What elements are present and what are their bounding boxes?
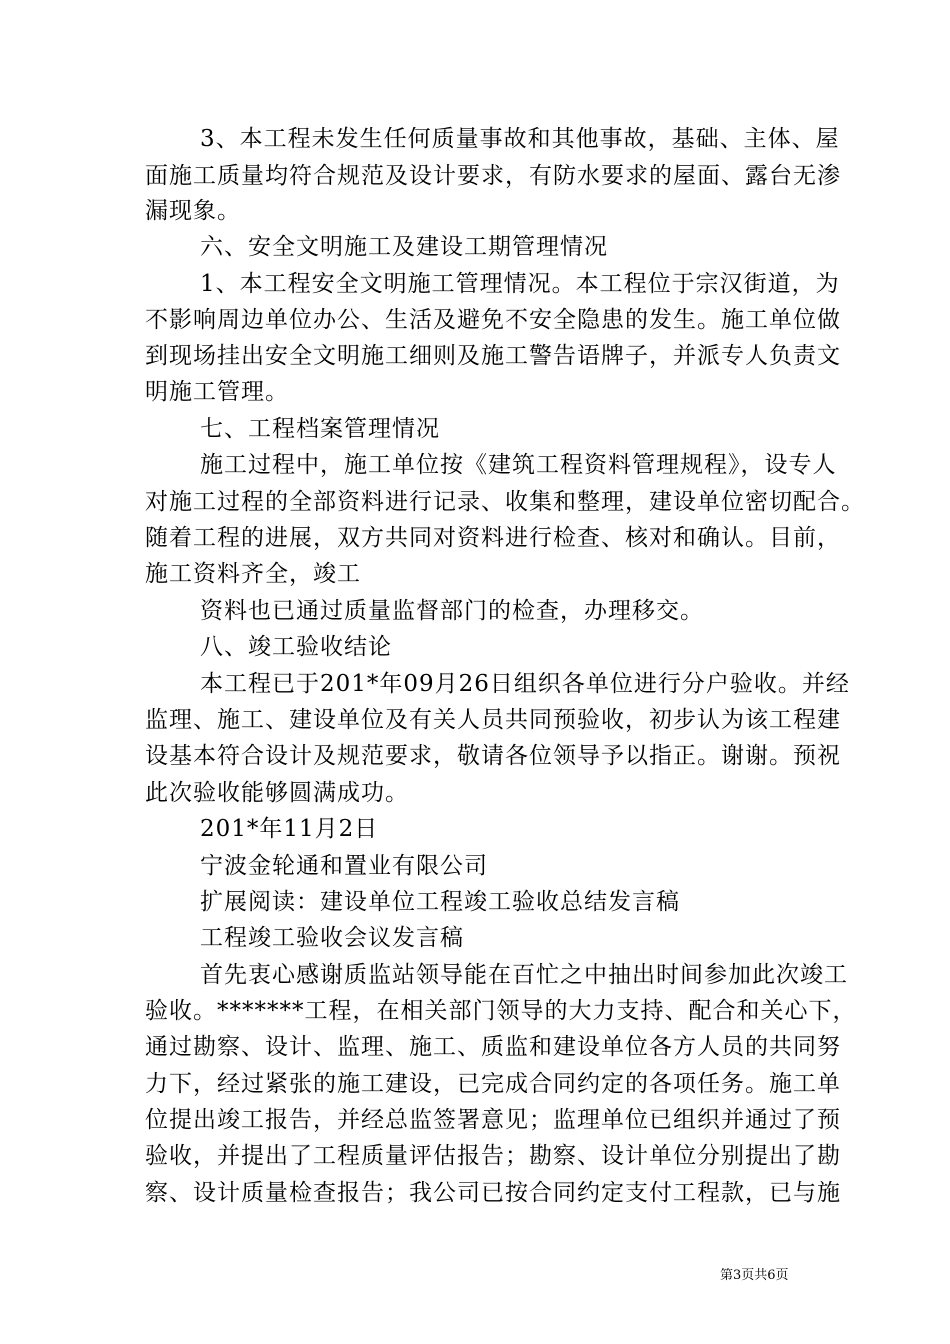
section-heading: 八、竣工验收结论: [200, 634, 392, 660]
section-heading: 七、工程档案管理情况: [200, 416, 440, 442]
paragraph-line: 监理、施工、建设单位及有关人员共同预验收，初步认为该工程建: [145, 707, 841, 733]
speech-title: 工程竣工验收会议发言稿: [200, 925, 464, 951]
paragraph-line: 对施工过程的全部资料进行记录、收集和整理，建设单位密切配合。: [145, 489, 865, 515]
paragraph-line: 验收，并提出了工程质量评估报告；勘察、设计单位分别提出了勘: [145, 1143, 841, 1169]
paragraph-line: 首先衷心感谢质监站领导能在百忙之中抽出时间参加此次竣工: [200, 962, 848, 988]
paragraph-line: 察、设计质量检查报告；我公司已按合同约定支付工程款，已与施: [145, 1180, 841, 1206]
paragraph-line: 随着工程的进展，双方共同对资料进行检查、核对和确认。目前，: [145, 525, 841, 551]
extended-reading-title: 扩展阅读：建设单位工程竣工验收总结发言稿: [200, 889, 680, 915]
paragraph-line: 资料也已通过质量监督部门的检查，办理移交。: [200, 598, 704, 624]
paragraph-line: 位提出竣工报告，并经总监签署意见；监理单位已组织并通过了预: [145, 1107, 841, 1133]
section-heading: 六、安全文明施工及建设工期管理情况: [200, 234, 608, 260]
paragraph-line: 验收。*******工程，在相关部门领导的大力支持、配合和关心下，: [145, 998, 857, 1024]
company-name: 宁波金轮通和置业有限公司: [200, 853, 488, 879]
paragraph-line: 力下，经过紧张的施工建设，已完成合同约定的各项任务。施工单: [145, 1071, 841, 1097]
paragraph-line: 到现场挂出安全文明施工细则及施工警告语牌子，并派专人负责文: [145, 343, 841, 369]
paragraph-line: 施工资料齐全，竣工: [145, 561, 361, 587]
date-line: 201*年11月2日: [200, 816, 379, 842]
paragraph-line: 漏现象。: [145, 198, 241, 224]
paragraph-line: 此次验收能够圆满成功。: [145, 780, 409, 806]
paragraph-line: 设基本符合设计及规范要求，敬请各位领导予以指正。谢谢。预祝: [145, 743, 841, 769]
page-number: 第3页共6页: [720, 1268, 789, 1283]
paragraph-line: 不影响周边单位办公、生活及避免不安全隐患的发生。施工单位做: [145, 307, 841, 333]
paragraph-line: 通过勘察、设计、监理、施工、质监和建设单位各方人员的共同努: [145, 1034, 841, 1060]
paragraph-line: 本工程已于201*年09月26日组织各单位进行分户验收。并经: [200, 671, 850, 697]
paragraph-line: 明施工管理。: [145, 379, 289, 405]
paragraph-line: 3、本工程未发生任何质量事故和其他事故，基础、主体、屋: [200, 126, 840, 152]
paragraph-line: 面施工质量均符合规范及设计要求，有防水要求的屋面、露台无渗: [145, 163, 841, 189]
paragraph-line: 1、本工程安全文明施工管理情况。本工程位于宗汉街道，为: [200, 271, 840, 297]
paragraph-line: 施工过程中，施工单位按《建筑工程资料管理规程》，设专人: [200, 452, 837, 478]
